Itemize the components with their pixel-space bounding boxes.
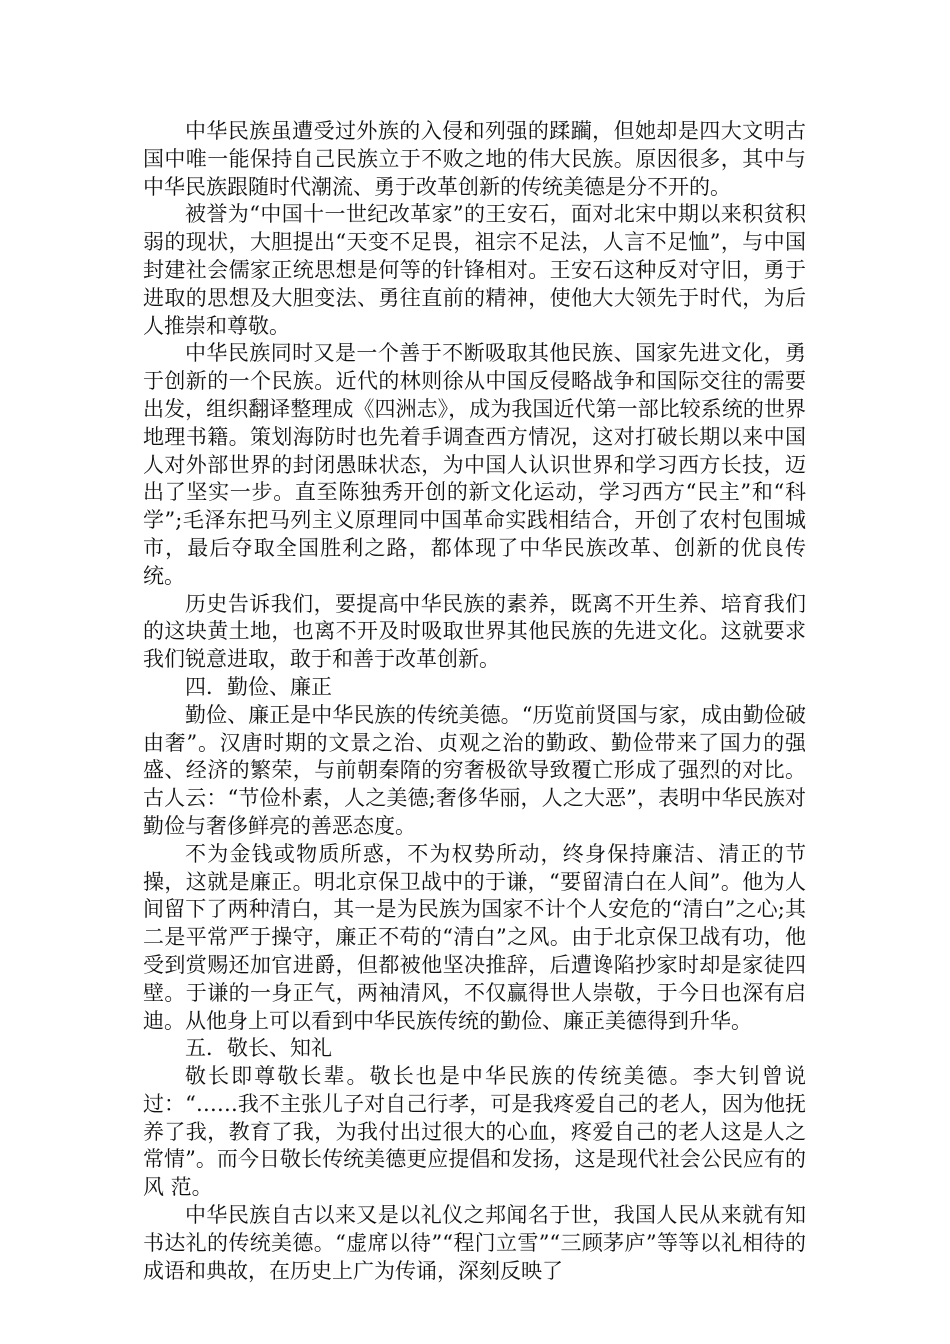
paragraph-8: 中华民族自古以来又是以礼仪之邦闻名于世，我国人民从来就有知书达礼的传统美德。“虚席以待”“程门立雪”“三顾茅庐”等等以礼相待的成语和典故，在历史上广为传诵，深刻反映了 [143,1203,806,1283]
paragraph-7: 敬长即尊敬长辈。敬长也是中华民族的传统美德。李大钊曾说过：“……我不主张儿子对自己行孝，可是我疼爱自己的老人，因为他抚养了我，教育了我，为我付出过很大的心血，疼爱自己的老人这是人之常情”。而今日敬长传统美德更应提倡和发扬，这是现代社会公民应有的风 范。 [143,1064,806,1200]
paragraph-5: 勤俭、廉正是中华民族的传统美德。“历览前贤国与家，成由勤俭破由奢”。汉唐时期的文景之治、贞观之治的勤政、勤俭带来了国力的强盛、经济的繁荣，与前朝秦隋的穷奢极欲导致覆亡形成了强烈的对比。古人云：“节俭朴素，人之美德;奢侈华丽，人之大恶”，表明中华民族对勤俭与奢侈鲜亮的善恶态度。 [143,702,806,838]
paragraph-3: 中华民族同时又是一个善于不断吸取其他民族、国家先进文化，勇于创新的一个民族。近代的林则徐从中国反侵略战争和国际交往的需要出发，组织翻译整理成《四洲志》，成为我国近代第一部比较系统的世界地理书籍。策划海防时也先着手调查西方情况，这对打破长期以来中国人对外部世界的封闭愚昧状态，为中国人认识世界和学习西方长技，迈出了坚实一步。直至陈独秀开创的新文化运动，学习西方“民主”和“科学”;毛泽东把马列主义原理同中国革命实践相结合，开创了农村包围城市，最后夺取全国胜利之路，都体现了中华民族改革、创新的优良传统。 [143,341,806,588]
section-heading-5: 五．敬长、知礼 [185,1036,332,1061]
paragraph-1: 中华民族虽遭受过外族的入侵和列强的蹂躏，但她却是四大文明古国中唯一能保持自己民族立于不败之地的伟大民族。原因很多，其中与中华民族跟随时代潮流、勇于改革创新的传统美德是分不开的。 [143,119,806,199]
paragraph-4: 历史告诉我们，要提高中华民族的素养，既离不开生养、培育我们的这块黄土地，也离不开及时吸取世界其他民族的先进文化。这就要求我们锐意进取，敢于和善于改革创新。 [143,591,806,672]
section-heading-4: 四．勤俭、廉正 [185,674,332,699]
paragraph-2: 被誉为“中国十一世纪改革家”的王安石，面对北宋中期以来积贫积弱的现状，大胆提出“天变不足畏，祖宗不足法，人言不足恤”，与中国封建社会儒家正统思想是何等的针锋相对。王安石这种反对守旧，勇于进取的思想及大胆变法、勇往直前的精神，使他大大领先于时代，为后人推崇和尊敬。 [143,202,806,338]
paragraph-6: 不为金钱或物质所惑，不为权势所动，终身保持廉洁、清正的节操，这就是廉正。明北京保卫战中的于谦，“要留清白在人间”。他为人间留下了两种清白，其一是为民族为国家不计个人安危的“清白”之心;其二是平常严于操守，廉正不苟的“清白”之风。由于北京保卫战有功，他受到赏赐还加官进爵，但都被他坚决推辞，后遭谗陷抄家时却是家徒四壁。于谦的一身正气，两袖清风，不仅赢得世人崇敬，于今日也深有启迪。从他身上可以看到中华民族传统的勤俭、廉正美德得到升华。 [143,841,806,1033]
document-page [143,118,806,1285]
